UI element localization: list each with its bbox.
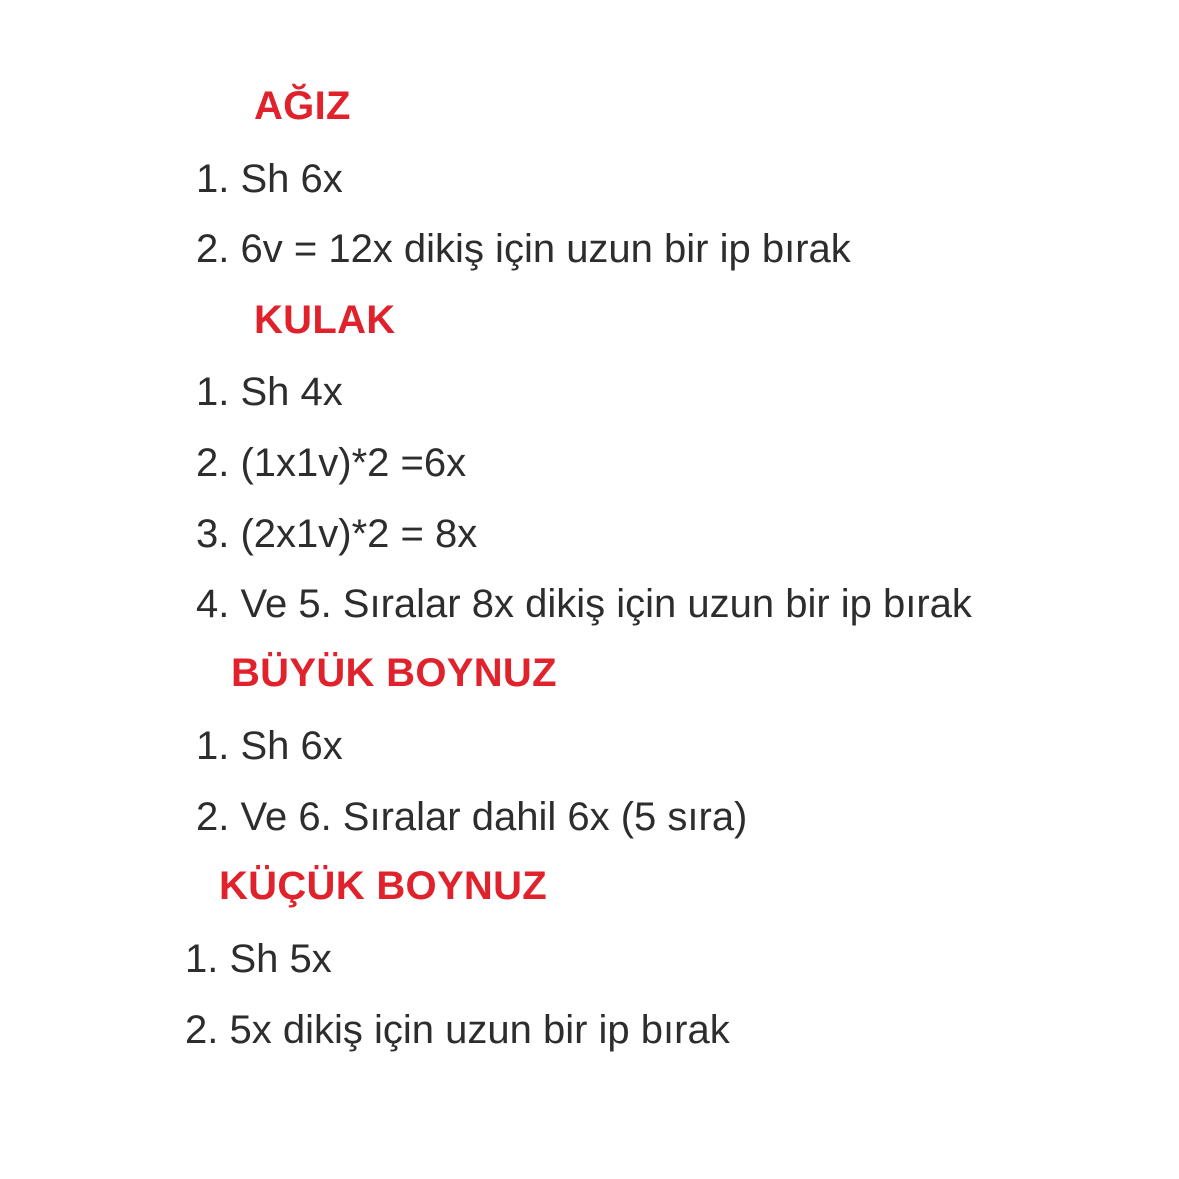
step-number: 1. bbox=[196, 724, 241, 768]
step-item bbox=[196, 229, 851, 269]
step-item bbox=[185, 939, 332, 979]
step-number: 3. bbox=[196, 512, 241, 556]
step-item bbox=[196, 797, 747, 837]
step-text: Sh 6x bbox=[240, 157, 343, 201]
step-number: 4. bbox=[196, 582, 241, 626]
step-number: 1. bbox=[196, 370, 241, 414]
step-item bbox=[196, 159, 343, 199]
step-item bbox=[196, 514, 477, 554]
section-title-kulak: KULAK bbox=[254, 298, 396, 342]
step-number: 2. bbox=[196, 227, 241, 271]
step-text: (1x1v)*2 =6x bbox=[240, 441, 467, 485]
step-number: 2. bbox=[185, 1008, 230, 1052]
step-text: Sh 6x bbox=[240, 724, 343, 768]
step-text: Sh 4x bbox=[240, 370, 343, 414]
section-title-buyuk-boynuz: BÜYÜK BOYNUZ bbox=[231, 651, 557, 695]
section-title-kucuk-boynuz: KÜÇÜK BOYNUZ bbox=[219, 864, 548, 908]
step-item bbox=[196, 726, 343, 766]
step-number: 1. bbox=[185, 937, 230, 981]
step-text: 6v = 12x dikiş için uzun bir ip bırak bbox=[240, 227, 851, 271]
step-item bbox=[196, 584, 972, 624]
step-text: 5x dikiş için uzun bir ip bırak bbox=[229, 1008, 730, 1052]
section-title-agiz: AĞIZ bbox=[254, 84, 351, 128]
step-item bbox=[185, 1010, 730, 1050]
step-text: Ve 6. Sıralar dahil 6x (5 sıra) bbox=[240, 795, 748, 839]
step-text: Sh 5x bbox=[229, 937, 332, 981]
step-number: 1. bbox=[196, 157, 241, 201]
step-item bbox=[196, 372, 343, 412]
step-text: (2x1v)*2 = 8x bbox=[240, 512, 478, 556]
step-number: 2. bbox=[196, 795, 241, 839]
step-number: 2. bbox=[196, 441, 241, 485]
step-item bbox=[196, 443, 466, 483]
step-text: Ve 5. Sıralar 8x dikiş için uzun bir ip bırak bbox=[240, 582, 972, 626]
